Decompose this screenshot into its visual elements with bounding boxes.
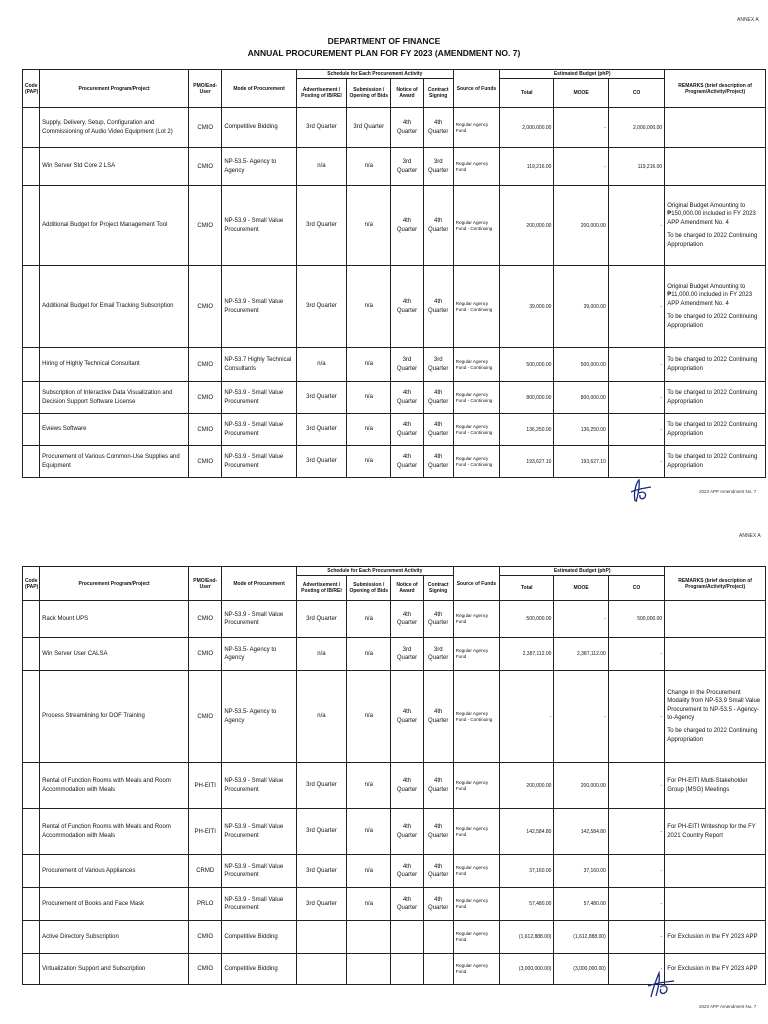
table-row — [23, 888, 766, 921]
table-row — [23, 382, 766, 414]
header-noa: Notice of Award — [391, 576, 423, 601]
program-cell: Win Server User CALSA — [40, 638, 189, 671]
notice-of-award-cell: 4th Quarter — [391, 414, 423, 446]
pmo-cell: CMIO — [189, 954, 222, 985]
source-of-funds-cell: Regular Agency Fund - Continuing — [453, 446, 499, 478]
mode-cell: NP-53.9 - Small Value Procurement — [222, 763, 296, 809]
table-row — [23, 671, 766, 763]
mooe-cell: - — [554, 108, 608, 148]
total-cell: 800,000.00 — [500, 382, 554, 414]
code-cell — [23, 638, 40, 671]
remarks-cell — [665, 763, 766, 809]
remark-line: For Exclusion in the FY 2023 APP — [667, 965, 758, 972]
code-cell — [23, 888, 40, 921]
contract-signing-cell: 4th Quarter — [423, 601, 453, 638]
header-mooe: MOOE — [554, 79, 608, 108]
mooe-cell: 37,160.00 — [554, 855, 608, 888]
mode-cell: NP-53.5- Agency to Agency — [222, 148, 296, 186]
submission-cell: n/a — [347, 855, 391, 888]
source-of-funds-cell: Regular Agency Fund - Continuing — [453, 671, 499, 763]
program-cell: Procurement of Books and Face Mask — [40, 888, 189, 921]
notice-of-award-cell: 3rd Quarter — [391, 348, 423, 382]
header-pmo: PMO/End-User — [189, 70, 222, 108]
program-cell: Supply, Delivery, Setup, Configuration and Commissioning of Audio Video Equipment (Lot 2) — [40, 108, 189, 148]
mode-cell: NP-53.9 - Small Value Procurement — [222, 414, 296, 446]
mooe-cell: (1,612,888.00) — [554, 921, 608, 954]
submission-cell: n/a — [347, 186, 391, 266]
co-cell: - — [608, 888, 664, 921]
advertisement-cell: 3rd Quarter — [296, 855, 346, 888]
mooe-cell: 193,627.10 — [554, 446, 608, 478]
contract-signing-cell: 3rd Quarter — [423, 348, 453, 382]
table-row — [23, 186, 766, 266]
code-cell — [23, 446, 40, 478]
total-cell: 200,000.00 — [500, 763, 554, 809]
total-cell: 2,387,112.00 — [500, 638, 554, 671]
header-pmo: PMO/End-User — [189, 567, 222, 601]
program-cell: Rack Mount UPS — [40, 601, 189, 638]
source-of-funds-cell: Regular Agency Fund — [453, 921, 499, 954]
code-cell — [23, 414, 40, 446]
submission-cell: n/a — [347, 809, 391, 855]
contract-signing-cell — [423, 921, 453, 954]
total-cell: 136,250.00 — [500, 414, 554, 446]
co-cell: - — [608, 382, 664, 414]
program-cell: Eviews Software — [40, 414, 189, 446]
header-code: Code (PAP) — [23, 70, 40, 108]
advertisement-cell: 3rd Quarter — [296, 446, 346, 478]
notice-of-award-cell — [391, 921, 423, 954]
remarks-cell — [665, 601, 766, 638]
header-program: Procurement Program/Project — [40, 567, 189, 601]
mooe-cell: - — [554, 671, 608, 763]
pmo-cell: CMIO — [189, 266, 222, 348]
contract-signing-cell: 4th Quarter — [423, 671, 453, 763]
remark-line: To be charged to 2022 Continuing Appropriation — [667, 357, 758, 372]
remark-line: Change in the Procurement Modality from NP-53.9 Small Value Procurement to NP-53.5 - Agency-to-Agency — [667, 689, 761, 721]
remarks-cell — [665, 382, 766, 414]
source-of-funds-cell: Regular Agency Fund — [453, 638, 499, 671]
program-cell: Rental of Function Rooms with Meals and Room Accommodation with Meals — [40, 763, 189, 809]
code-cell — [23, 809, 40, 855]
notice-of-award-cell: 4th Quarter — [391, 671, 423, 763]
table-row — [23, 108, 766, 148]
code-cell — [23, 671, 40, 763]
mode-cell: NP-53.5- Agency to Agency — [222, 638, 296, 671]
program-cell: Subscription of Interactive Data Visualization and Decision Support Software License — [40, 382, 189, 414]
mode-cell: NP-53.9 - Small Value Procurement — [222, 266, 296, 348]
source-of-funds-cell: Regular Agency Fund — [453, 809, 499, 855]
source-of-funds-cell: Regular Agency Fund - Continuing — [453, 382, 499, 414]
header-fund: Source of Funds — [453, 567, 499, 601]
advertisement-cell: 3rd Quarter — [296, 763, 346, 809]
mooe-cell: 142,584.80 — [554, 809, 608, 855]
notice-of-award-cell: 4th Quarter — [391, 809, 423, 855]
submission-cell: n/a — [347, 148, 391, 186]
code-cell — [23, 382, 40, 414]
notice-of-award-cell: 4th Quarter — [391, 186, 423, 266]
signature-initials-page2 — [645, 970, 679, 1005]
code-cell — [23, 601, 40, 638]
co-cell: - — [608, 809, 664, 855]
code-cell — [23, 266, 40, 348]
notice-of-award-cell: 4th Quarter — [391, 266, 423, 348]
header-code: Code (PAP) — [23, 567, 40, 601]
co-cell: - — [608, 186, 664, 266]
source-of-funds-cell: Regular Agency Fund - Continuing — [453, 414, 499, 446]
remarks-cell — [665, 809, 766, 855]
department-title: DEPARTMENT OF FINANCE — [327, 36, 441, 46]
program-cell: Virtualization Support and Subscription — [40, 954, 189, 985]
total-cell: 37,160.00 — [500, 855, 554, 888]
header-cs: Contract Signing — [423, 576, 453, 601]
header-adv: Advertisement / Posting of IB/REI — [296, 79, 346, 108]
co-cell: - — [608, 638, 664, 671]
remark-line: Original Budget Amounting to ₱150,000.00 included in FY 2023 APP Amendment No. 4 — [667, 203, 756, 226]
co-cell: - — [608, 763, 664, 809]
program-cell: Procurement of Various Appliances — [40, 855, 189, 888]
remarks-cell — [665, 954, 766, 985]
submission-cell: n/a — [347, 446, 391, 478]
program-cell: Additional Budget for Email Tracking Subscription — [40, 266, 189, 348]
table-row — [23, 446, 766, 478]
submission-cell: 3rd Quarter — [347, 108, 391, 148]
co-cell: 2,000,000.00 — [608, 108, 664, 148]
notice-of-award-cell: 3rd Quarter — [391, 638, 423, 671]
pmo-cell: CRMD — [189, 855, 222, 888]
submission-cell: n/a — [347, 382, 391, 414]
pmo-cell: CMIO — [189, 348, 222, 382]
source-of-funds-cell: Regular Agency Fund — [453, 888, 499, 921]
contract-signing-cell: 4th Quarter — [423, 446, 453, 478]
advertisement-cell: n/a — [296, 671, 346, 763]
header-fund: Source of Funds — [453, 70, 499, 108]
total-cell: (1,612,888.00) — [500, 921, 554, 954]
co-cell: 500,000.00 — [608, 601, 664, 638]
table-row — [23, 763, 766, 809]
remark-line: Original Budget Amounting to ₱11,000.00 included in FY 2023 APP Amendment No. 4 — [667, 284, 753, 307]
table-row — [23, 809, 766, 855]
remarks-cell — [665, 108, 766, 148]
pmo-cell: PRLO — [189, 888, 222, 921]
mode-cell: Competitive Bidding — [222, 108, 296, 148]
total-cell: 39,000.00 — [500, 266, 554, 348]
notice-of-award-cell: 4th Quarter — [391, 108, 423, 148]
co-cell: 119,216.00 — [608, 148, 664, 186]
mode-cell: NP-53.9 - Small Value Procurement — [222, 855, 296, 888]
total-cell: 119,216.00 — [500, 148, 554, 186]
mode-cell: NP-53.9 - Small Value Procurement — [222, 601, 296, 638]
annex-label: ANNEX A — [737, 17, 759, 23]
mooe-cell: - — [554, 601, 608, 638]
pmo-cell: CMIO — [189, 601, 222, 638]
annex-label-page2: ANNEX A — [739, 533, 761, 539]
procurement-table-page1 — [22, 69, 766, 478]
header-total: Total — [500, 576, 554, 601]
total-cell: 500,000.00 — [500, 348, 554, 382]
total-cell: - — [500, 671, 554, 763]
remark-line: To be charged to 2022 Continuing Appropriation — [667, 314, 758, 329]
pmo-cell: CMIO — [189, 671, 222, 763]
contract-signing-cell: 4th Quarter — [423, 763, 453, 809]
submission-cell: n/a — [347, 414, 391, 446]
mode-cell: NP-53.9 - Small Value Procurement — [222, 382, 296, 414]
total-cell: 2,000,000.00 — [500, 108, 554, 148]
contract-signing-cell: 4th Quarter — [423, 266, 453, 348]
program-cell: Rental of Function Rooms with Meals and Room Accommodation with Meals — [40, 809, 189, 855]
remarks-cell — [665, 855, 766, 888]
notice-of-award-cell: 4th Quarter — [391, 888, 423, 921]
source-of-funds-cell: Regular Agency Fund — [453, 763, 499, 809]
header-sub: Submission / Opening of Bids — [347, 576, 391, 601]
code-cell — [23, 348, 40, 382]
pmo-cell: CMIO — [189, 638, 222, 671]
remarks-cell — [665, 638, 766, 671]
advertisement-cell: 3rd Quarter — [296, 186, 346, 266]
table-row — [23, 638, 766, 671]
remark-line: To be charged to 2022 Continuing Appropriation — [667, 390, 758, 405]
pmo-cell: CMIO — [189, 108, 222, 148]
header-mooe: MOOE — [554, 576, 608, 601]
code-cell — [23, 186, 40, 266]
source-of-funds-cell: Regular Agency Fund — [453, 954, 499, 985]
header-co: CO — [608, 576, 664, 601]
header-budget: Estimated Budget (phP) — [500, 567, 665, 576]
header-sub: Submission / Opening of Bids — [347, 79, 391, 108]
pmo-cell: CMIO — [189, 186, 222, 266]
remark-line: For Exclusion in the FY 2023 APP — [667, 933, 758, 940]
contract-signing-cell: 4th Quarter — [423, 855, 453, 888]
co-cell: - — [608, 921, 664, 954]
remark-line: For PH-EITI Multi-Stakeholder Group (MSG) Meetings — [667, 778, 748, 793]
code-cell — [23, 954, 40, 985]
source-of-funds-cell: Regular Agency Fund — [453, 601, 499, 638]
remark-line: To be charged to 2022 Continuing Appropriation — [667, 422, 758, 437]
header-adv: Advertisement / Posting of IB/REI — [296, 576, 346, 601]
submission-cell: n/a — [347, 671, 391, 763]
mode-cell: Competitive Bidding — [222, 954, 296, 985]
advertisement-cell: 3rd Quarter — [296, 266, 346, 348]
pmo-cell: PH-EITI — [189, 763, 222, 809]
pmo-cell: CMIO — [189, 921, 222, 954]
remark-line: To be charged to 2022 Continuing Appropriation — [667, 728, 758, 743]
advertisement-cell — [296, 921, 346, 954]
source-of-funds-cell: Regular Agency Fund — [453, 148, 499, 186]
program-cell: Process Streamlining for DOF Training — [40, 671, 189, 763]
source-of-funds-cell: Regular Agency Fund - Continuing — [453, 266, 499, 348]
co-cell: - — [608, 266, 664, 348]
header-mode: Mode of Procurement — [222, 70, 296, 108]
code-cell — [23, 855, 40, 888]
table-row — [23, 414, 766, 446]
program-cell: Additional Budget for Project Management Tool — [40, 186, 189, 266]
code-cell — [23, 921, 40, 954]
mooe-cell: 39,000.00 — [554, 266, 608, 348]
contract-signing-cell: 4th Quarter — [423, 108, 453, 148]
header-co: CO — [608, 79, 664, 108]
contract-signing-cell: 4th Quarter — [423, 809, 453, 855]
program-cell: Win Server Std Core 2 LSA — [40, 148, 189, 186]
submission-cell: n/a — [347, 266, 391, 348]
signature-initials — [627, 477, 657, 510]
table-row — [23, 921, 766, 954]
header-noa: Notice of Award — [391, 79, 423, 108]
total-cell: 57,480.00 — [500, 888, 554, 921]
plan-title: ANNUAL PROCUREMENT PLAN FOR FY 2023 (AMENDMENT NO. 7) — [247, 48, 521, 58]
mooe-cell: 57,480.00 — [554, 888, 608, 921]
notice-of-award-cell — [391, 954, 423, 985]
advertisement-cell: 3rd Quarter — [296, 414, 346, 446]
header-remarks: REMARKS (brief description of Program/Activity/Project) — [665, 70, 766, 108]
remark-line: For PH-EITI Writeshop for the FY 2021 Country Report — [667, 824, 756, 839]
mooe-cell: (3,000,000.00) — [554, 954, 608, 985]
co-cell: - — [608, 671, 664, 763]
program-cell: Active Directory Subscription — [40, 921, 189, 954]
mode-cell: NP-53.9 - Small Value Procurement — [222, 446, 296, 478]
advertisement-cell: 3rd Quarter — [296, 601, 346, 638]
notice-of-award-cell: 4th Quarter — [391, 763, 423, 809]
advertisement-cell: 3rd Quarter — [296, 809, 346, 855]
mode-cell: NP-53.9 - Small Value Procurement — [222, 186, 296, 266]
submission-cell — [347, 954, 391, 985]
remarks-cell — [665, 888, 766, 921]
mooe-cell: 500,000.00 — [554, 348, 608, 382]
mooe-cell: 200,000.00 — [554, 763, 608, 809]
contract-signing-cell — [423, 954, 453, 985]
submission-cell — [347, 921, 391, 954]
mooe-cell: 136,250.00 — [554, 414, 608, 446]
pmo-cell: CMIO — [189, 446, 222, 478]
remark-line: To be charged to 2022 Continuing Appropriation — [667, 233, 758, 248]
table-row — [23, 148, 766, 186]
footer-amendment: 2023 APP Amendment No. 7 — [699, 489, 757, 494]
remarks-cell — [665, 446, 766, 478]
table-row — [23, 348, 766, 382]
total-cell: (3,000,000.00) — [500, 954, 554, 985]
contract-signing-cell: 4th Quarter — [423, 186, 453, 266]
notice-of-award-cell: 4th Quarter — [391, 855, 423, 888]
remarks-cell — [665, 186, 766, 266]
notice-of-award-cell: 4th Quarter — [391, 446, 423, 478]
source-of-funds-cell: Regular Agency Fund — [453, 108, 499, 148]
remarks-cell — [665, 148, 766, 186]
header-budget: Estimated Budget (phP) — [500, 70, 665, 79]
submission-cell: n/a — [347, 638, 391, 671]
total-cell: 200,000.00 — [500, 186, 554, 266]
pmo-cell: CMIO — [189, 148, 222, 186]
remark-line: To be charged to 2022 Continuing Appropriation — [667, 454, 758, 469]
source-of-funds-cell: Regular Agency Fund - Continuing — [453, 348, 499, 382]
total-cell: 193,627.10 — [500, 446, 554, 478]
table-row — [23, 855, 766, 888]
source-of-funds-cell: Regular Agency Fund — [453, 855, 499, 888]
mooe-cell: 2,387,112.00 — [554, 638, 608, 671]
table-body-page1 — [23, 108, 766, 478]
footer-amendment-page2: 2023 APP Amendment No. 7 — [699, 1004, 757, 1009]
notice-of-award-cell: 3rd Quarter — [391, 148, 423, 186]
submission-cell: n/a — [347, 348, 391, 382]
co-cell: - — [608, 446, 664, 478]
co-cell: - — [608, 954, 664, 985]
contract-signing-cell: 4th Quarter — [423, 382, 453, 414]
remarks-cell — [665, 921, 766, 954]
code-cell — [23, 763, 40, 809]
co-cell: - — [608, 414, 664, 446]
submission-cell: n/a — [347, 888, 391, 921]
remarks-cell — [665, 414, 766, 446]
contract-signing-cell: 4th Quarter — [423, 888, 453, 921]
remarks-cell — [665, 671, 766, 763]
table-body-page2 — [23, 601, 766, 985]
header-total: Total — [500, 79, 554, 108]
advertisement-cell: n/a — [296, 638, 346, 671]
submission-cell: n/a — [347, 763, 391, 809]
submission-cell: n/a — [347, 601, 391, 638]
header-schedule: Schedule for Each Procurement Activity — [296, 567, 453, 576]
header-cs: Contract Signing — [423, 79, 453, 108]
mode-cell: NP-53.5- Agency to Agency — [222, 671, 296, 763]
procurement-table-page2 — [22, 566, 766, 985]
mode-cell: NP-53.9 - Small Value Procurement — [222, 809, 296, 855]
table-row — [23, 266, 766, 348]
advertisement-cell: 3rd Quarter — [296, 108, 346, 148]
mode-cell: NP-53.7 Highly Technical Consultants — [222, 348, 296, 382]
code-cell — [23, 148, 40, 186]
source-of-funds-cell: Regular Agency Fund - Continuing — [453, 186, 499, 266]
co-cell: - — [608, 855, 664, 888]
mode-cell: Competitive Bidding — [222, 921, 296, 954]
notice-of-award-cell: 4th Quarter — [391, 382, 423, 414]
header-schedule: Schedule for Each Procurement Activity — [296, 70, 453, 79]
mode-cell: NP-53.9 - Small Value Procurement — [222, 888, 296, 921]
advertisement-cell: 3rd Quarter — [296, 382, 346, 414]
header-program: Procurement Program/Project — [40, 70, 189, 108]
table-row — [23, 601, 766, 638]
mooe-cell: 800,000.00 — [554, 382, 608, 414]
header-mode: Mode of Procurement — [222, 567, 296, 601]
co-cell: - — [608, 348, 664, 382]
advertisement-cell: 3rd Quarter — [296, 888, 346, 921]
remarks-cell — [665, 266, 766, 348]
pmo-cell: CMIO — [189, 382, 222, 414]
contract-signing-cell: 3rd Quarter — [423, 638, 453, 671]
pmo-cell: CMIO — [189, 414, 222, 446]
total-cell: 142,584.80 — [500, 809, 554, 855]
notice-of-award-cell: 4th Quarter — [391, 601, 423, 638]
advertisement-cell — [296, 954, 346, 985]
mooe-cell: 200,000.00 — [554, 186, 608, 266]
program-cell: Hiring of Highly Technical Consultant — [40, 348, 189, 382]
total-cell: 500,000.00 — [500, 601, 554, 638]
header-remarks: REMARKS (brief description of Program/Activity/Project) — [665, 567, 766, 601]
advertisement-cell: n/a — [296, 348, 346, 382]
program-cell: Procurement of Various Common-Use Supplies and Equipment — [40, 446, 189, 478]
mooe-cell: - — [554, 148, 608, 186]
advertisement-cell: n/a — [296, 148, 346, 186]
code-cell — [23, 108, 40, 148]
pmo-cell: PH-EITI — [189, 809, 222, 855]
contract-signing-cell: 4th Quarter — [423, 414, 453, 446]
contract-signing-cell: 3rd Quarter — [423, 148, 453, 186]
remarks-cell — [665, 348, 766, 382]
